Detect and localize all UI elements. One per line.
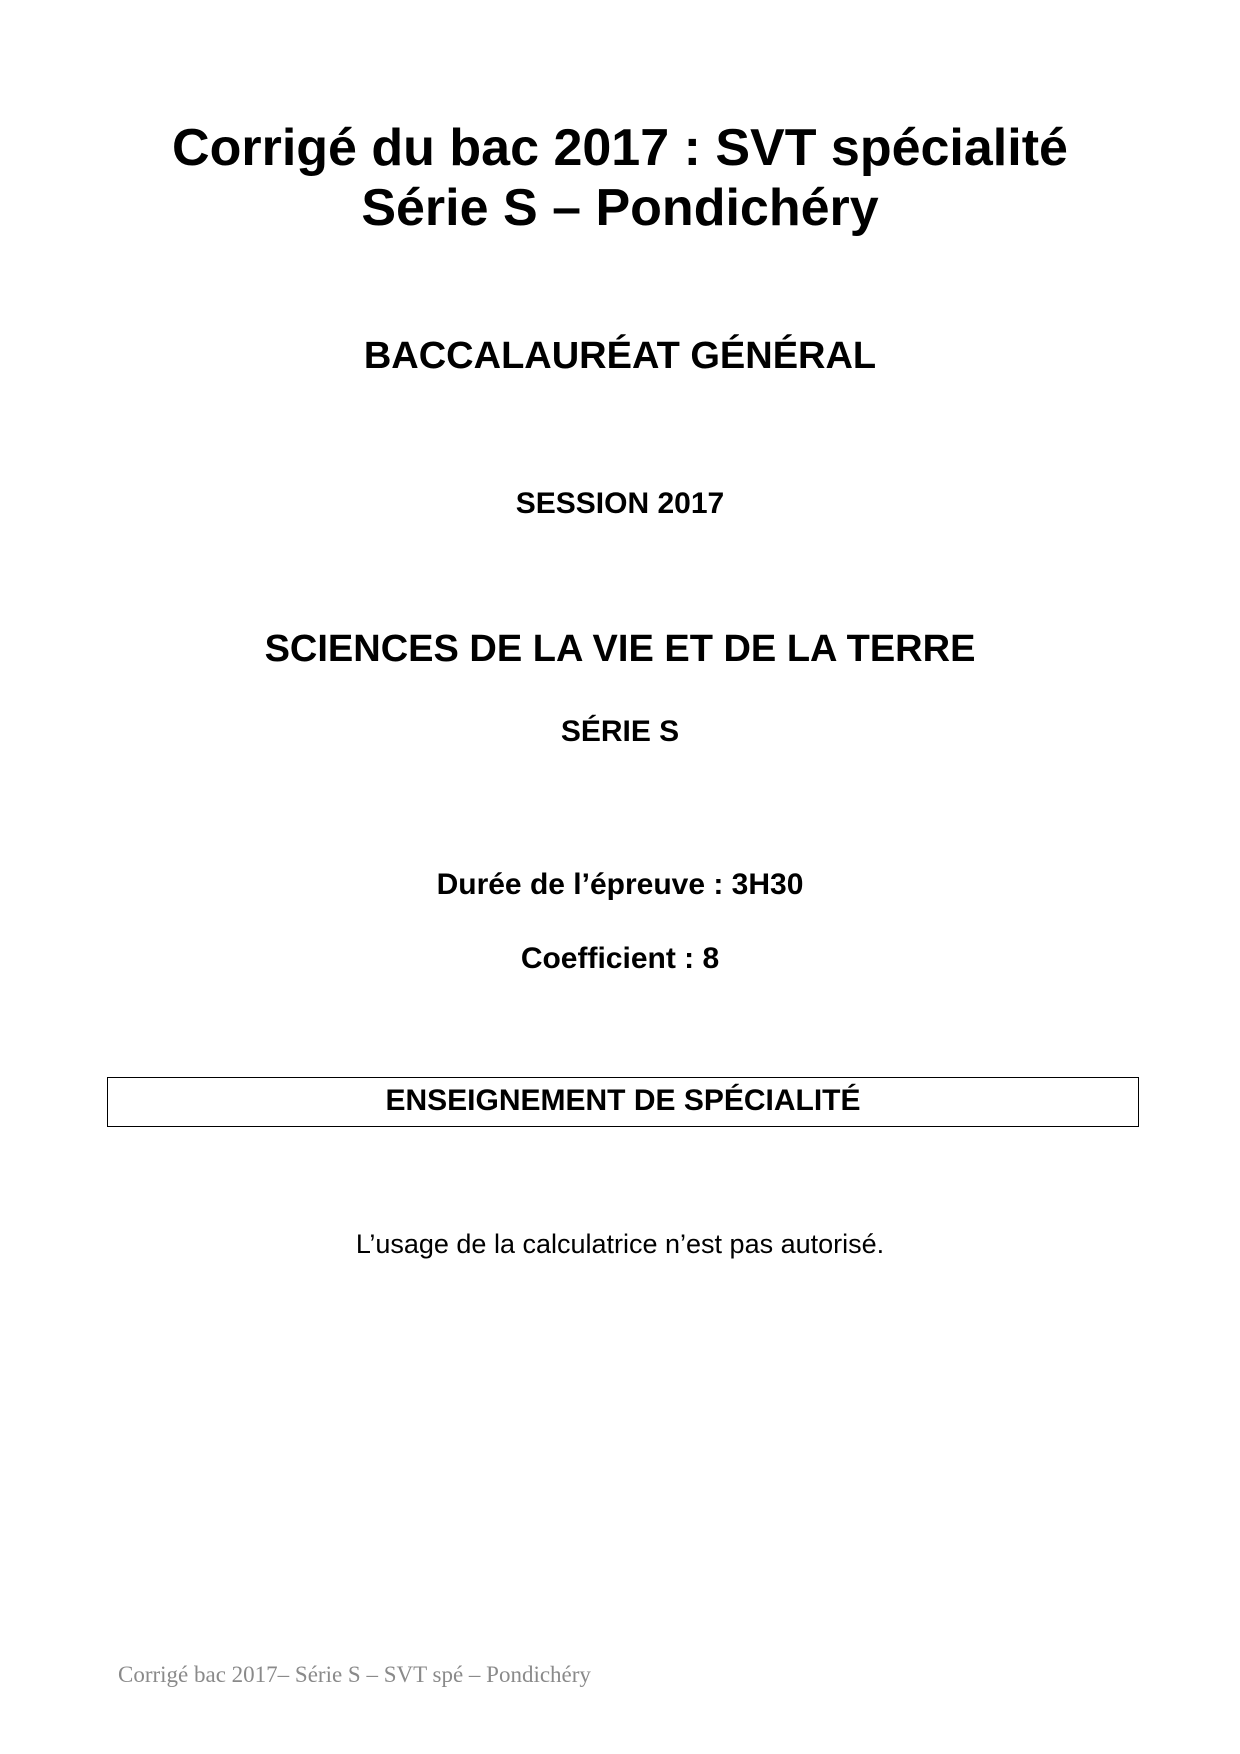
subject-heading: SCIENCES DE LA VIE ET DE LA TERRE — [264, 628, 976, 670]
serie-heading: SÉRIE S — [560, 715, 680, 748]
specialite-box: ENSEIGNEMENT DE SPÉCIALITÉ — [107, 1077, 1139, 1127]
bac-heading: BACCALAURÉAT GÉNÉRAL — [363, 335, 877, 377]
session-heading: SESSION 2017 — [515, 487, 725, 520]
exam-duration: Durée de l’épreuve : 3H30 — [436, 868, 804, 901]
calculator-notice: L’usage de la calculatrice n’est pas autorisé. — [355, 1229, 885, 1259]
page-title — [0, 118, 1240, 238]
page-footer: Corrigé bac 2017– Série S – SVT spé – Pondichéry — [118, 1662, 591, 1687]
title-line-2: Série S – Pondichéry — [361, 179, 879, 237]
title-line-1: Corrigé du bac 2017 : SVT spécialité — [172, 119, 1068, 177]
exam-coefficient: Coefficient : 8 — [520, 942, 720, 975]
